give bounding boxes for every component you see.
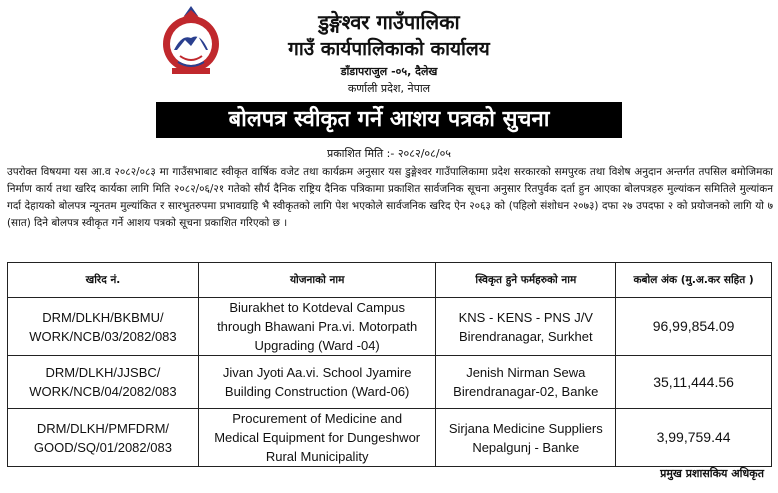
municipality-name: डुङ्गेश्वर गाउँपालिका	[318, 10, 460, 34]
notice-title-banner: बोलपत्र स्वीकृत गर्ने आशय पत्रको सुचना	[156, 102, 622, 138]
bid-amount: 3,99,759.44	[616, 409, 772, 467]
firm-name: Jenish Nirman Sewa Birendranagar-02, Banke	[436, 356, 616, 409]
table-row	[8, 409, 772, 467]
header-procurement-no: खरिद नं.	[8, 263, 199, 298]
table-row	[8, 356, 772, 409]
table-header-row	[8, 263, 772, 298]
header-bid-amount: कबोल अंक (मु.अ.कर सहित )	[616, 263, 772, 298]
procurement-code: DRM/DLKH/BKBMU/ WORK/NCB/03/2082/083	[8, 298, 199, 356]
procurement-code: DRM/DLKH/JJSBC/ WORK/NCB/04/2082/083	[8, 356, 199, 409]
signatory-title: प्रमुख प्रशासकिय अधिकृत	[660, 467, 764, 480]
header-firm-name: स्विकृत हुने फर्महरुको नाम	[436, 263, 616, 298]
project-name: Procurement of Medicine and Medical Equipment for Dungeshwor Rural Municipality	[198, 409, 436, 467]
address-line2: कर्णाली प्रदेश, नेपाल	[347, 82, 431, 95]
header-project-name: योजनाको नाम	[198, 263, 436, 298]
bid-amount: 35,11,444.56	[616, 356, 772, 409]
table-row	[8, 298, 772, 356]
bid-amount: 96,99,854.09	[616, 298, 772, 356]
procurement-code: DRM/DLKH/PMFDRM/ GOOD/SQ/01/2082/083	[8, 409, 199, 467]
firm-name: Sirjana Medicine Suppliers Nepalgunj - Banke	[436, 409, 616, 467]
office-name: गाउँ कार्यपालिकाको कार्यालय	[288, 38, 490, 60]
project-name: Biurakhet to Kotdeval Campus through Bhawani Pra.vi. Motorpath Upgrading (Ward -04)	[198, 298, 436, 356]
address-line1: डाँडापराजुल -०५, दैलेख	[340, 65, 438, 78]
firm-name: KNS - KENS - PNS J/V Birendranagar, Surkhet	[436, 298, 616, 356]
notice-body: उपरोक्त विषयमा यस आ.व २०८२/०८३ मा गाउँसभाबाट स्वीकृत वार्षिक वजेट तथा कार्यक्रम अनुसार यस डुङ्गेश्वर गाउँपालिकामा प्रदेश सरकारको समपुरक तथा विशेष अनुदान अन्तर्गत तपसिल बमोजिमका निर्माण कार्य तथा खरिद कार्यका लागि मिति २०८२/०६/२१ गतेको सौर्य दैनिक राष्ट्रिय दैनिक पत्रिकामा प्रकाशित सार्वजनिक सूचना अनुसार रितपुर्वक दर्ता हुन आएका बोलपत्रहरु मुल्यांकन समितिले मुल्यांकन गर्दा देहायको बोलपत्र न्यूनतम मुल्यांकित र सारभुतरुपमा प्रभावग्राहि भै स्वीकृतको लागि पेश भएकोले सार्वजनिक खरिद ऐन २०६३ को (पहिलो संशोधन २०७३) दफा २७ उपदफा २ को प्रयोजनको लागि यो ७ (सात) दिने बोलपत्र स्वीकृत गर्ने आशय पत्रको सूचना प्रकाशित गरिएको छ ।	[7, 166, 773, 229]
published-date: प्रकाशित मिति :- २०८२/०८/०५	[326, 147, 452, 160]
project-name: Jivan Jyoti Aa.vi. School Jyamire Building Construction (Ward-06)	[198, 356, 436, 409]
award-table	[7, 262, 772, 467]
